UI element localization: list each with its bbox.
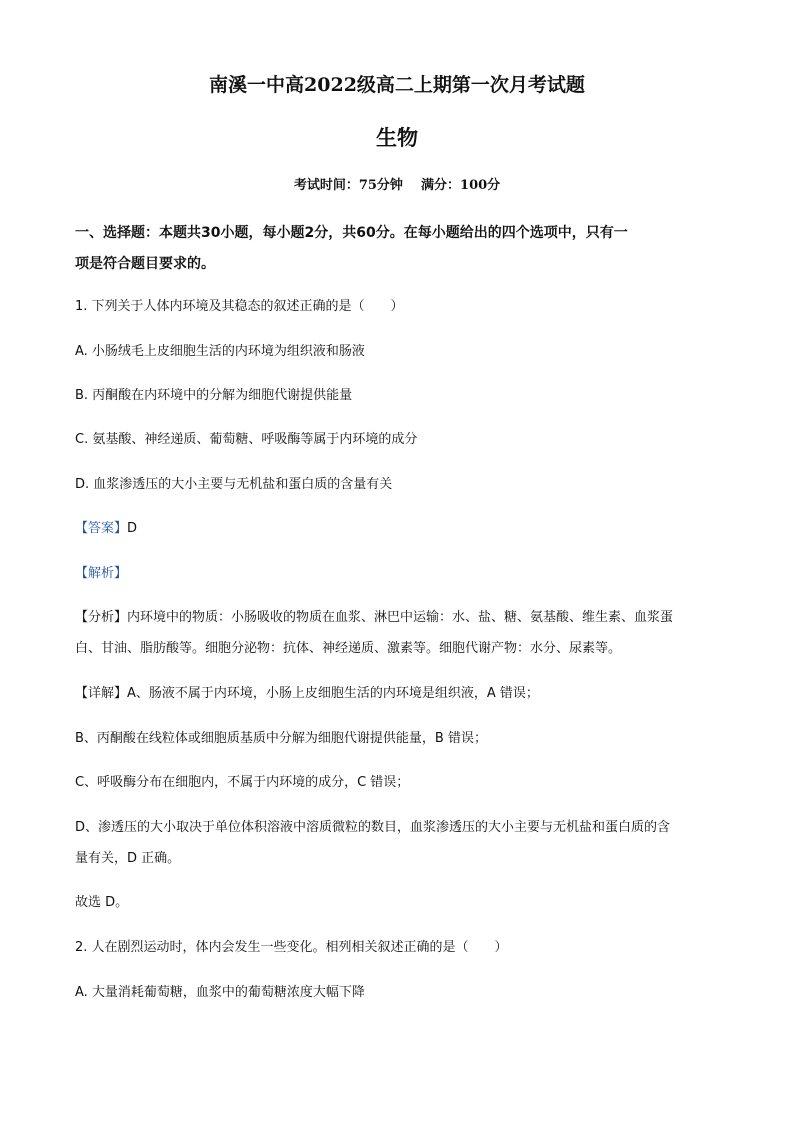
question-1-option-b: B. 丙酮酸在内环境中的分解为细胞代谢提供能量 (75, 388, 353, 403)
section-intro-line-1: 一、选择题：本题共30小题，每小题2分，共60分。在每小题给出的四个选项中，只有一 (75, 225, 628, 241)
exam-info: 考试时间：75分钟 满分：100分 (293, 178, 501, 193)
analysis-text-1: 内环境中的物质：小肠吸收的物质在血浆、淋巴中运输：水、盐、糖、氨基酸、维生素、血浆蛋 (127, 610, 674, 625)
answer-tag: 【答案】 (75, 521, 128, 536)
question-1-stem: 1. 下列关于人体内环境及其稳态的叙述正确的是（ ） (75, 299, 404, 314)
question-2-stem: 2. 人在剧烈运动时，体内会发生一些变化。相列相关叙述正确的是（ ） (75, 940, 508, 955)
analysis-line-1 (75, 610, 673, 626)
question-1-option-a: A. 小肠绒毛上皮细胞生活的内环境为组织液和肠液 (75, 344, 365, 359)
answer-value: D (127, 521, 138, 536)
analysis-tag: 【解析】 (75, 566, 128, 581)
detail-line-b: B、丙酮酸在线粒体或细胞质基质中分解为细胞代谢提供能量，B 错误； (75, 731, 487, 746)
detail-text-a: A、肠液不属于内环境，小肠上皮细胞生活的内环境是组织液，A 错误； (127, 686, 539, 701)
detail-tag: 【详解】 (75, 686, 128, 701)
subject-title: 生物 (376, 125, 418, 150)
detail-line-d1: D、渗透压的大小取决于单位体积溶液中溶质微粒的数目，血浆渗透压的大小主要与无机盐和蛋白质的含 (75, 820, 671, 835)
question-1-option-c: C. 氨基酸、神经递质、葡萄糖、呼吸酶等属于内环境的成分 (75, 432, 418, 447)
section-intro-line-2: 项是符合题目要求的。 (75, 256, 215, 272)
detail-line-a (75, 686, 539, 702)
question-1-option-d: D. 血浆渗透压的大小主要与无机盐和蛋白质的含量有关 (75, 477, 393, 492)
exam-title: 南溪一中高2022级高二上期第一次月考试题 (209, 74, 585, 96)
question-2-option-a: A. 大量消耗葡萄糖，血浆中的葡萄糖浓度大幅下降 (75, 985, 365, 1000)
analysis-line-2: 白、甘油、脂肪酸等。细胞分泌物：抗体、神经递质、激素等。细胞代谢产物：水分、尿素等。 (75, 641, 622, 656)
detail-line-d2: 量有关，D 正确。 (75, 851, 181, 866)
analysis-subtag: 【分析】 (75, 610, 128, 625)
conclusion: 故选 D。 (75, 895, 129, 910)
detail-line-c: C、呼吸酶分布在细胞内，不属于内环境的成分，C 错误； (75, 775, 410, 790)
answer-row (75, 521, 137, 537)
